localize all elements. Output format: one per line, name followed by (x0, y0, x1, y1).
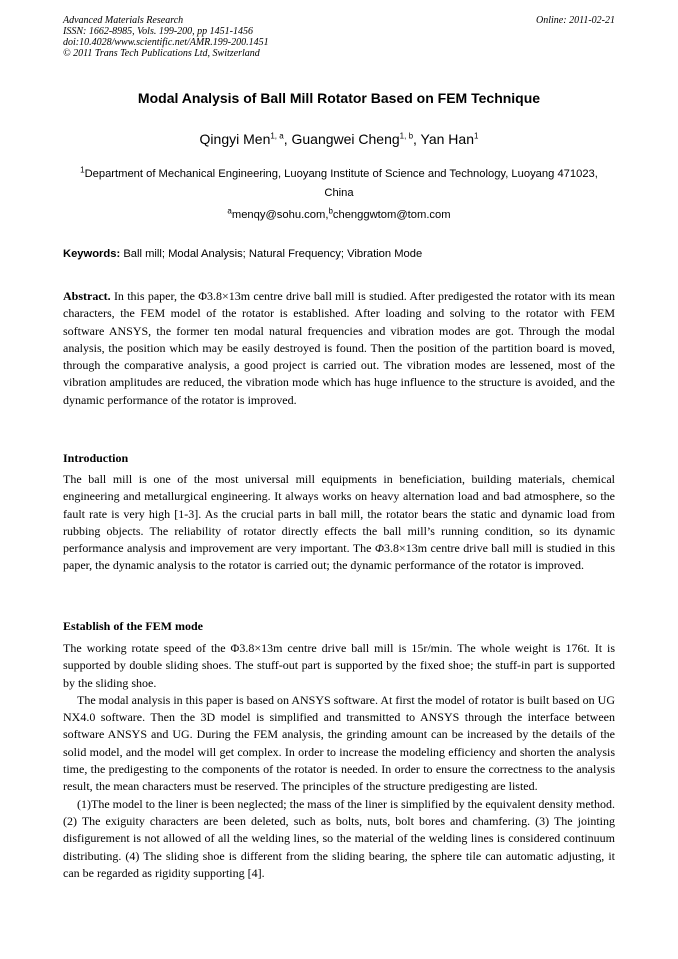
fem-paragraph: The working rotate speed of the Φ3.8×13m centre drive ball mill is 15r/min. The whole weight is 176t. It is supported by double sliding shoes. The stuff-out part is supported by the fixed shoe; the stuff-in part is supported by the sliding shoe. (63, 641, 615, 690)
abstract (63, 288, 615, 409)
intro-text-a: The ball mill is one of the most universal mill equipments in beneficiation, building materials, chemical engineering and metallurgical engineering. It always works on heavy alternation load and bad atmosphere, so the fault rate is very high [1-3]. As the crucial parts in ball mill, the rotator bears the static and dynamic load from rubbing objects. The reliability of rotator directly effects the ball mill’s running condition, so its dynamic performance analysis and improvement are very important. The (63, 472, 615, 556)
keywords-label: Keywords: (63, 248, 121, 260)
affiliation-sup: 1 (80, 165, 85, 175)
online-date: Online: 2011-02-21 (536, 15, 615, 26)
journal-name: Advanced Materials Research (63, 15, 184, 26)
fem-body (63, 640, 615, 882)
journal-header (63, 15, 615, 59)
author-sup: 1, b (399, 131, 414, 141)
introduction-heading: Introduction (63, 451, 129, 465)
issn-line: ISSN: 1662-8985, Vols. 199-200, pp 1451-1456 (63, 26, 253, 37)
fem-paragraph: The modal analysis in this paper is based on ANSYS software. At first the model of rotator is built based on UG NX4.0 software. Then the 3D model is simplified and transmitted to ANSYS through the interface between software ANSYS and UG. During the FEM analysis, the grinding amount can be increased by the details of the solid model, and the model will get complex. In order to increase the modeling efficiency and shorten the analysis time, the predigesting to the components of the rotator is needed. In order to ensure the correctness to the analysis result, the mean characters must be reserved. The principles of the structure predigesting are listed. (63, 692, 615, 794)
email-address: menqy@sohu.com (231, 209, 326, 221)
email-sup: b (328, 206, 333, 216)
intro-phi: Φ (374, 541, 385, 556)
abstract-text: In this paper, the Φ3.8×13m centre drive ball mill is studied. After predigested the rotator with its mean characters, the FEM model of the rotator is established. After loading and solving to the rotator with FEM software ANSYS, the former ten modal natural frequencies and vibration modes are got. Through the modal analysis, the position which may be easily destroyed is found. Then the position of the partition board is moved, through the comparative analysis, a good project is carried out. The vibration modes are lessened, most of the vibration amplitudes are reduced, the vibration mode which has huge influence to the structure is avoided, and the dynamic performance of the rotator is improved. (63, 289, 615, 407)
intro-text-b: 3.8×13m centre drive ball mill is studied in this paper, the dynamic analysis to the rotator is carried out; the dynamic performance of the rotator is improved. (63, 541, 615, 573)
email-sup: a (227, 206, 232, 216)
abstract-label: Abstract. (63, 289, 111, 303)
author-name: Guangwei Cheng (291, 131, 400, 147)
fem-heading: Establish of the FEM mode (63, 619, 204, 633)
affiliation-text: Department of Mechanical Engineering, Luoyang Institute of Science and Technology, Luoyang 471023, China (84, 168, 598, 199)
author-sup: 1, a (270, 131, 284, 141)
email-address: chenggwtom@tom.com (332, 209, 451, 221)
author-name: Qingyi Men (199, 131, 271, 147)
email-line: $^a$menqy@sohu.com,$^b$chenggwtom@tom.com (227, 206, 451, 221)
paper-title: Modal Analysis of Ball Mill Rotator Based on FEM Technique (137, 90, 541, 106)
introduction-body (63, 471, 615, 575)
fem-paragraph: (1)The model to the liner is been neglected; the mass of the liner is simplified by the equivalent density method. (2) The exiguity characters are been deleted, such as bolts, nuts, bolt bores and chamfering. (3) The jointing disfigurement is not allowed of all the welding lines, so the material of the welding lines is considered continuum distributing. (4) The sliding shoe is different from the sliding bearing, the sphere tile can automatic adjusting, it can be regarded as rigidity supporting [4]. (63, 796, 615, 880)
copyright-line: © 2011 Trans Tech Publications Ltd, Switzerland (63, 48, 260, 59)
keywords-text: Ball mill; Modal Analysis; Natural Frequency; Vibration Mode (123, 248, 423, 260)
doi-line: doi:10.4028/www.scientific.net/AMR.199-200.1451 (63, 37, 269, 48)
keywords (63, 248, 615, 260)
affiliation (70, 165, 608, 203)
author-list: Qingyi Men$^{1, a}$, Guangwei Cheng$^{1, b}$, Yan Han$^1$ (199, 131, 479, 147)
author-sup: 1 (474, 131, 479, 141)
author-name: Yan Han (420, 131, 474, 147)
